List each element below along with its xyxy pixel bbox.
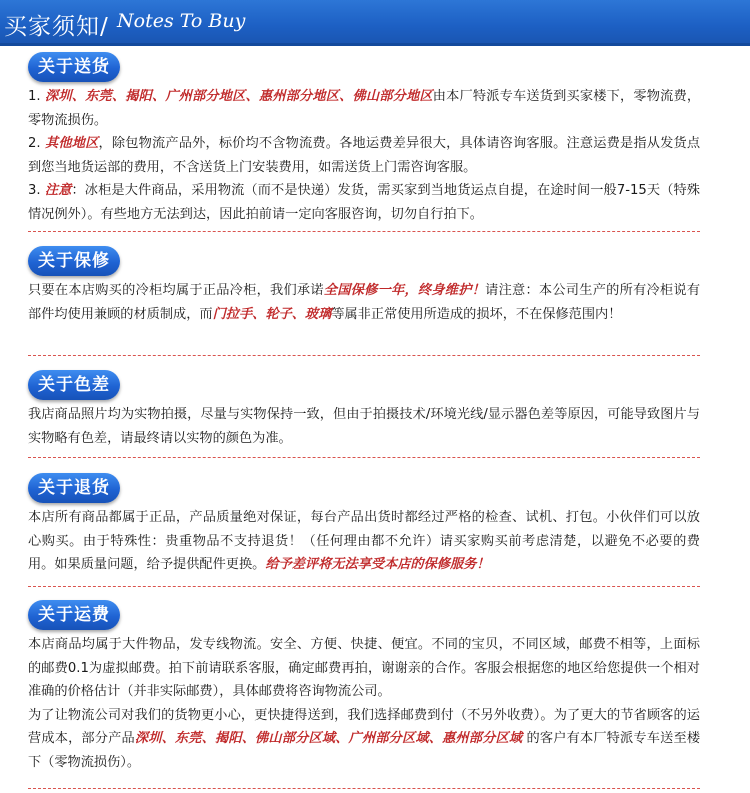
delivery-regions: 深圳、东莞、揭阳、广州部分地区、惠州部分地区、佛山部分地区 [44, 89, 433, 104]
returns-heading: 关于退货 [28, 473, 120, 503]
header-subtitle: Notes To Buy [117, 10, 246, 32]
color-heading: 关于色差 [28, 370, 120, 400]
header-bar [0, 0, 750, 46]
shipping-regions: 深圳、东莞、揭阳、佛山部分区域、广州部分区域、惠州部分区域 [134, 731, 523, 746]
color-section [28, 370, 700, 450]
warranty-text: 只要在本店购买的冷柜均属于正品冷柜，我们承诺全国保修一年，终身维护！请注意：本公司生产的所有冷柜说有部件均使用兼顾的材质制成，而门拉手、轮子、玻璃等属非正常使用所造成的损坏，不在保修范围内！ [28, 283, 701, 322]
shipping-section [28, 600, 700, 774]
divider [28, 788, 700, 789]
divider [28, 355, 700, 356]
shipping-text-2: 为了让物流公司对我们的货物更小心，更快捷得送到，我们选择邮费到付（不另外收费）。为了更大的节省顾客的运营成本，部分产品深圳、东莞、揭阳、佛山部分区域、广州部分区域、惠州部分区域 的客户有本厂特派专车送至楼下（零物流损伤）。 [28, 707, 701, 770]
delivery-item-2: 2. 其他地区，除包物流产品外，标价均不含物流费。各地运费差异很大，具体请咨询客服。注意运费是指从发货点到您当地货运部的费用，不含送货上门安装费用，如需送货上门需咨询客服。 [28, 136, 701, 175]
other-regions: 其他地区 [44, 136, 99, 151]
warranty-section [28, 246, 700, 326]
notice-label: 注意 [44, 183, 72, 198]
returns-text: 本店所有商品都属于正品，产品质量绝对保证，每台产品出货时都经过严格的检查、试机、打包。小伙伴们可以放心购买。由于特殊性：贵重物品不支持退货！（任何理由都不允许）请买家购买前考虑清楚，以避免不必要的费用。如果质量问题，给予提供配件更换。给予差评将无法享受本店的保修服务！ [28, 510, 700, 572]
delivery-item-1: 1. 深圳、东莞、揭阳、广州部分地区、惠州部分地区、佛山部分地区由本厂特派专车送货到买家楼下，零物流费，零物流损伤。 [28, 89, 701, 128]
returns-warning: 给予差评将无法享受本店的保修服务！ [265, 557, 490, 572]
header-title: 买家须知/ [4, 14, 109, 40]
color-text: 我店商品照片均为实物拍摄，尽量与实物保持一致，但由于拍摄技术/环境光线/显示器色差等原因，可能导致图片与实物略有色差，请最终请以实物的颜色为准。 [28, 407, 700, 446]
warranty-heading: 关于保修 [28, 246, 120, 276]
delivery-heading: 关于送货 [28, 52, 120, 82]
shipping-text-1: 本店商品均属于大件物品，发专线物流。安全、方便、快捷、便宜。不同的宝贝，不同区域，邮费不相等，上面标的邮费0.1为虚拟邮费。拍下前请联系客服，确定邮费再拍，谢谢亲的合作。客服会根据您的地区给您提供一个相对准确的价格估计（并非实际邮费），具体邮费将咨询物流公司。 [28, 637, 700, 699]
shipping-heading: 关于运费 [28, 600, 120, 630]
divider [28, 231, 700, 232]
delivery-section [28, 52, 700, 226]
returns-section [28, 473, 700, 577]
delivery-item-3: 3. 注意：冰柜是大件商品，采用物流（而不是快递）发货，需买家到当地货运点自提，在途时间一般7-15天（特殊情况例外）。有些地方无法到达，因此拍前请一定向客服咨询，切勿自行拍下。 [28, 183, 700, 222]
divider [28, 457, 700, 458]
divider [28, 586, 700, 587]
